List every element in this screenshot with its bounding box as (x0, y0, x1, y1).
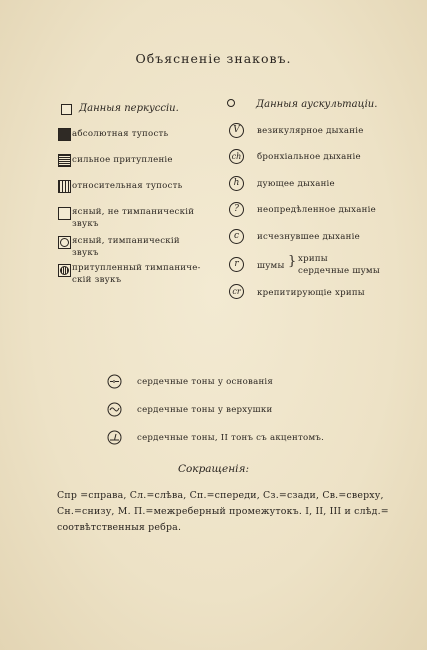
abbreviations-line-1: Спр =справа, Сл.=слѣва, Сп.=спереди, Сз.=сзади, Св.=сверху, (57, 490, 384, 501)
page-title: Объясненіе знаковъ. (135, 51, 292, 66)
circle-mark (60, 238, 69, 247)
auscultation-label-5: исчезнувшее дыханіе (257, 232, 360, 242)
percussion-label-2: сильное притупленіе (72, 155, 173, 165)
percussion-label-3: относительная тупость (72, 181, 183, 191)
auscultation-label-2: бронхіальное дыханіе (257, 152, 361, 162)
percussion-label-1: абсолютная тупость (72, 129, 169, 139)
hatched-square-icon (58, 154, 71, 167)
heart-accent-icon (107, 430, 122, 445)
auscultation-label-4: неопредѣленное дыханіе (257, 205, 376, 215)
solid-square-icon (58, 128, 71, 141)
abbreviations-line-2: Сн.=снизу, М. П.=межреберный промежутокъ. I, II, III и слѣд.= (57, 506, 389, 517)
vertical-lines-square-icon (58, 180, 71, 193)
heart-base-icon (107, 374, 122, 389)
percussion-header: Данныя перкуссіи. (79, 103, 179, 114)
vesicular-symbol-icon: V (229, 123, 244, 138)
auscultation-header: Данныя аускультаціи. (256, 99, 378, 110)
percussion-label-4a: ясный, не тимпаническій (72, 207, 195, 217)
heart-label-3: сердечные тоны, II тонъ съ акцентомъ. (137, 433, 325, 443)
auscultation-sub-2: сердечные шумы (298, 266, 380, 276)
abbreviations-line-3: соотвѣтственныя ребра. (57, 522, 182, 533)
abbreviations-header: Сокращенія: (177, 463, 250, 475)
bronchial-symbol-icon: ch (229, 149, 244, 164)
crepitant-symbol-icon: cr (229, 284, 244, 299)
rales-symbol-icon: r (229, 257, 244, 272)
auscultation-label-6: шумы (257, 261, 285, 271)
square-hatched-circle-icon (58, 264, 71, 277)
percussion-label-5b: звукъ (72, 248, 99, 258)
heart-apex-icon (107, 402, 122, 417)
percussion-label-6a: притупленный тимпаниче- (72, 263, 201, 273)
small-circle-icon (227, 99, 235, 107)
auscultation-label-1: везикулярное дыханіе (257, 126, 364, 136)
square-circle-icon (58, 236, 71, 249)
auscultation-label-7: крепитирующіе хрипы (257, 288, 365, 298)
empty-square-icon (61, 104, 72, 115)
percussion-label-5a: ясный, тимпаническій (72, 236, 180, 246)
auscultation-sub-1: хрипы (298, 254, 328, 264)
question-symbol-icon: ? (229, 202, 244, 217)
hatched-circle-mark (60, 266, 69, 275)
blowing-symbol-icon: h (229, 176, 244, 191)
percussion-label-6b: скій звукъ (72, 275, 122, 285)
heart-label-1: сердечные тоны у основанія (137, 377, 274, 387)
absent-symbol-icon: c (229, 229, 244, 244)
brace-mark: } (288, 254, 297, 269)
auscultation-label-3: дующее дыханіе (257, 179, 335, 189)
heart-label-2: сердечные тоны у верхушки (137, 405, 273, 415)
empty-square-icon (58, 207, 71, 220)
percussion-label-4b: звукъ (72, 219, 99, 229)
